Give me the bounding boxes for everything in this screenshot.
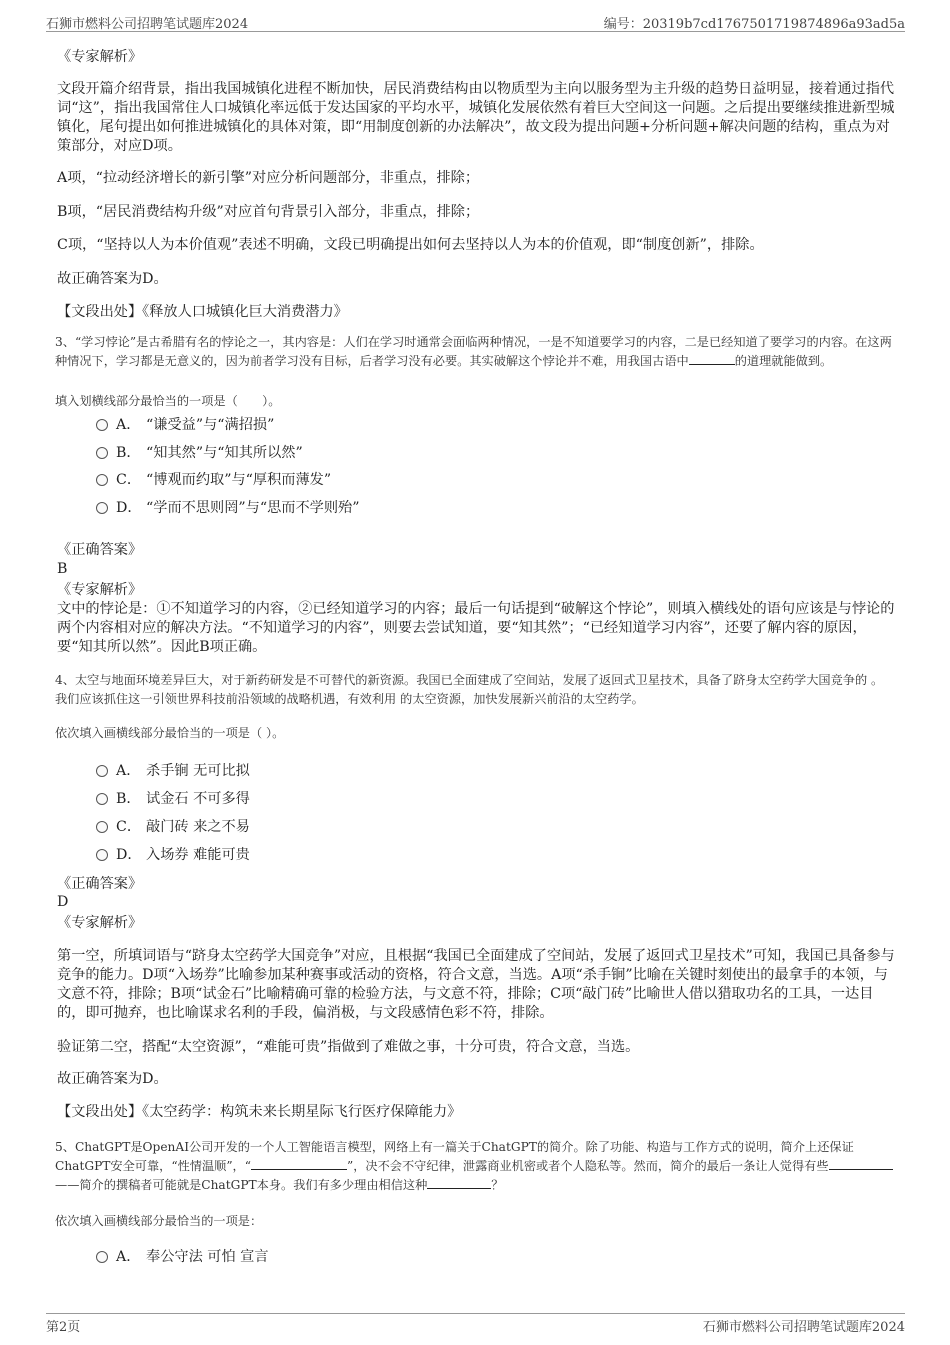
q4-conclusion: 故正确答案为D。 bbox=[57, 1071, 168, 1087]
q3-answer: B bbox=[57, 561, 68, 577]
footer-title: 石狮市燃料公司招聘笔试题库2024 bbox=[702, 1320, 905, 1335]
q3-blank bbox=[689, 353, 735, 365]
q4-option-a[interactable]: A． 杀手锏 无可比拟 bbox=[96, 762, 250, 780]
radio-icon[interactable] bbox=[96, 1251, 108, 1263]
q5-prompt: 依次填入画横线部分最恰当的一项是： bbox=[55, 1214, 263, 1228]
q4-option-d[interactable]: D． 入场券 难能可贵 bbox=[96, 846, 250, 864]
page-header bbox=[46, 13, 905, 32]
radio-icon[interactable] bbox=[96, 419, 108, 431]
radio-icon[interactable] bbox=[96, 474, 108, 486]
q4-option-b[interactable]: B． 试金石 不可多得 bbox=[96, 790, 250, 808]
q2-analysis-option-b: B项，“居民消费结构升级”对应首句背景引入部分，非重点，排除； bbox=[57, 204, 480, 220]
radio-icon[interactable] bbox=[96, 447, 108, 459]
q5-blank-2 bbox=[829, 1158, 893, 1170]
q2-analysis-option-a: A项，“拉动经济增长的新引擎”对应分析问题部分，非重点，排除； bbox=[57, 170, 480, 186]
q4-option-c[interactable]: C． 敲门砖 来之不易 bbox=[96, 818, 250, 836]
q3-analysis: 文中的悖论是：①不知道学习的内容，②已经知道学习的内容；最后一句话提到“破解这个悖论”，则填入横线处的语句应该是与悖论的两个内容相对应的解决方法。“不知道学习的内容”，则要去尝试知道，要“知其然”；“已经知道学习内容”，还要了解内容的原因，要“知其所以然”。因此B项正确。 bbox=[57, 601, 895, 655]
q2-analysis-paragraph: 文段开篇介绍背景，指出我国城镇化进程不断加快，居民消费结构由以物质型为主向以服务型为主升级的趋势日益明显，接着通过指代词“这”，指出我国常住人口城镇化率远低于发达国家的平均水平，城镇化发展依然有着巨大空间这一问题。之后提出要继续推进新型城镇化，尾句提出如何推进城镇化的具体对策，即“用制度创新的办法解决”，故文段为提出问题+分析问题+解决问题的结构，重点为对策部分，对应D项。 bbox=[57, 81, 895, 154]
q5-stem: 5、ChatGPT是OpenAI公司开发的一个人工智能语言模型，网络上有一篇关于ChatGPT的简介。除了功能、构造与工作方式的说明，简介上还保证ChatGPT安全可靠，“性情温顺”，“ ”，决不会不守纪律，泄露商业机密或者个人隐私等。然而，简介的最后一条让人觉得有些——简介的撰稿者可能就是ChatGPT本身。我们有多少理由相信这种 ？ bbox=[55, 1138, 895, 1195]
q5-blank-3 bbox=[427, 1177, 491, 1189]
q5-blank-1 bbox=[251, 1158, 347, 1170]
q3-expert-label: 《专家解析》 bbox=[57, 582, 143, 598]
q4-answer-label: 《正确答案》 bbox=[57, 876, 143, 892]
q4-source: 【文段出处】《太空药学：构筑未来长期星际飞行医疗保障能力》 bbox=[57, 1104, 462, 1120]
radio-icon[interactable] bbox=[96, 793, 108, 805]
page-number: 第2页 bbox=[46, 1320, 81, 1335]
radio-icon[interactable] bbox=[96, 849, 108, 861]
q2-expert-label: 《专家解析》 bbox=[57, 49, 143, 65]
q4-expert-label: 《专家解析》 bbox=[57, 915, 143, 931]
q4-analysis-paragraph-1: 第一空，所填词语与“跻身太空药学大国竞争”对应，且根据“我国已全面建成了空间站，发展了返回式卫星技术”可知，我国已具备参与竞争的能力。D项“入场券”比喻参加某种赛事或活动的资格，符合文意，当选。A项“杀手锏”比喻在关键时刻使出的最拿手的本领，与文意不符，排除；B项“试金石”比喻精确可靠的检验方法，与文意不符，排除；C项“敲门砖”比喻世人借以猎取功名的工具，一达目的，即可抛弃，也比喻谋求名利的手段，偏消极，与文段感情色彩不符，排除。 bbox=[57, 948, 895, 1021]
q3-stem bbox=[55, 333, 895, 371]
header-title: 石狮市燃料公司招聘笔试题库2024 bbox=[46, 17, 249, 32]
q4-prompt: 依次填入画横线部分最恰当的一项是（ ）。 bbox=[55, 726, 285, 740]
q3-prompt: 填入划横线部分最恰当的一项是（ ）。 bbox=[55, 394, 281, 408]
q2-conclusion: 故正确答案为D。 bbox=[57, 271, 168, 287]
q3-answer-label: 《正确答案》 bbox=[57, 542, 143, 558]
q3-option-d[interactable]: D． “学而不思则罔”与“思而不学则殆” bbox=[96, 499, 359, 517]
q3-stem-text-1: 3、“学习悖论”是古希腊有名的悖论之一，其内容是：人们在学习时通常会面临两种情况，一是不知道要学习的内容，二是已经知道了要学习的内容。在这两种情况下，学习都是无意义的，因为前者学习没有目标，后者学习没有必要。其实破解这个悖论并不难，用我国古语中 bbox=[55, 335, 892, 368]
q3-stem-text-2: 的道理就能做到。 bbox=[734, 354, 833, 368]
q4-analysis-paragraph-2: 验证第二空，搭配“太空资源”，“难能可贵”指做到了难做之事，十分可贵，符合文意，当选。 bbox=[57, 1039, 640, 1055]
q4-stem: 4、太空与地面环境差异巨大，对于新药研发是不可替代的新资源。我国已全面建成了空间站，发展了返回式卫星技术，具备了跻身太空药学大国竞争的 。我们应该抓住这一引领世界科技前沿领域的战略机遇，有效利用 的太空资源，加快发展新兴前沿的太空药学。 bbox=[55, 673, 884, 706]
radio-icon[interactable] bbox=[96, 821, 108, 833]
q3-option-b[interactable]: B． “知其然”与“知其所以然” bbox=[96, 444, 303, 462]
q2-analysis-option-c: C项，“坚持以人为本价值观”表述不明确，文段已明确提出如何去坚持以人为本的价值观，即“制度创新”，排除。 bbox=[57, 237, 764, 253]
q2-source: 【文段出处】《释放人口城镇化巨大消费潜力》 bbox=[57, 304, 348, 320]
page-footer bbox=[46, 1313, 905, 1335]
q5-option-a[interactable]: A． 奉公守法 可怕 宣言 bbox=[96, 1248, 269, 1266]
q4-answer: D bbox=[57, 894, 69, 910]
radio-icon[interactable] bbox=[96, 502, 108, 514]
q3-option-a[interactable]: A． “谦受益”与“满招损” bbox=[96, 416, 274, 434]
header-serial: 编号：20319b7cd1767501719874896a93ad5a bbox=[603, 17, 905, 32]
radio-icon[interactable] bbox=[96, 765, 108, 777]
q3-option-c[interactable]: C． “博观而约取”与“厚积而薄发” bbox=[96, 471, 331, 489]
